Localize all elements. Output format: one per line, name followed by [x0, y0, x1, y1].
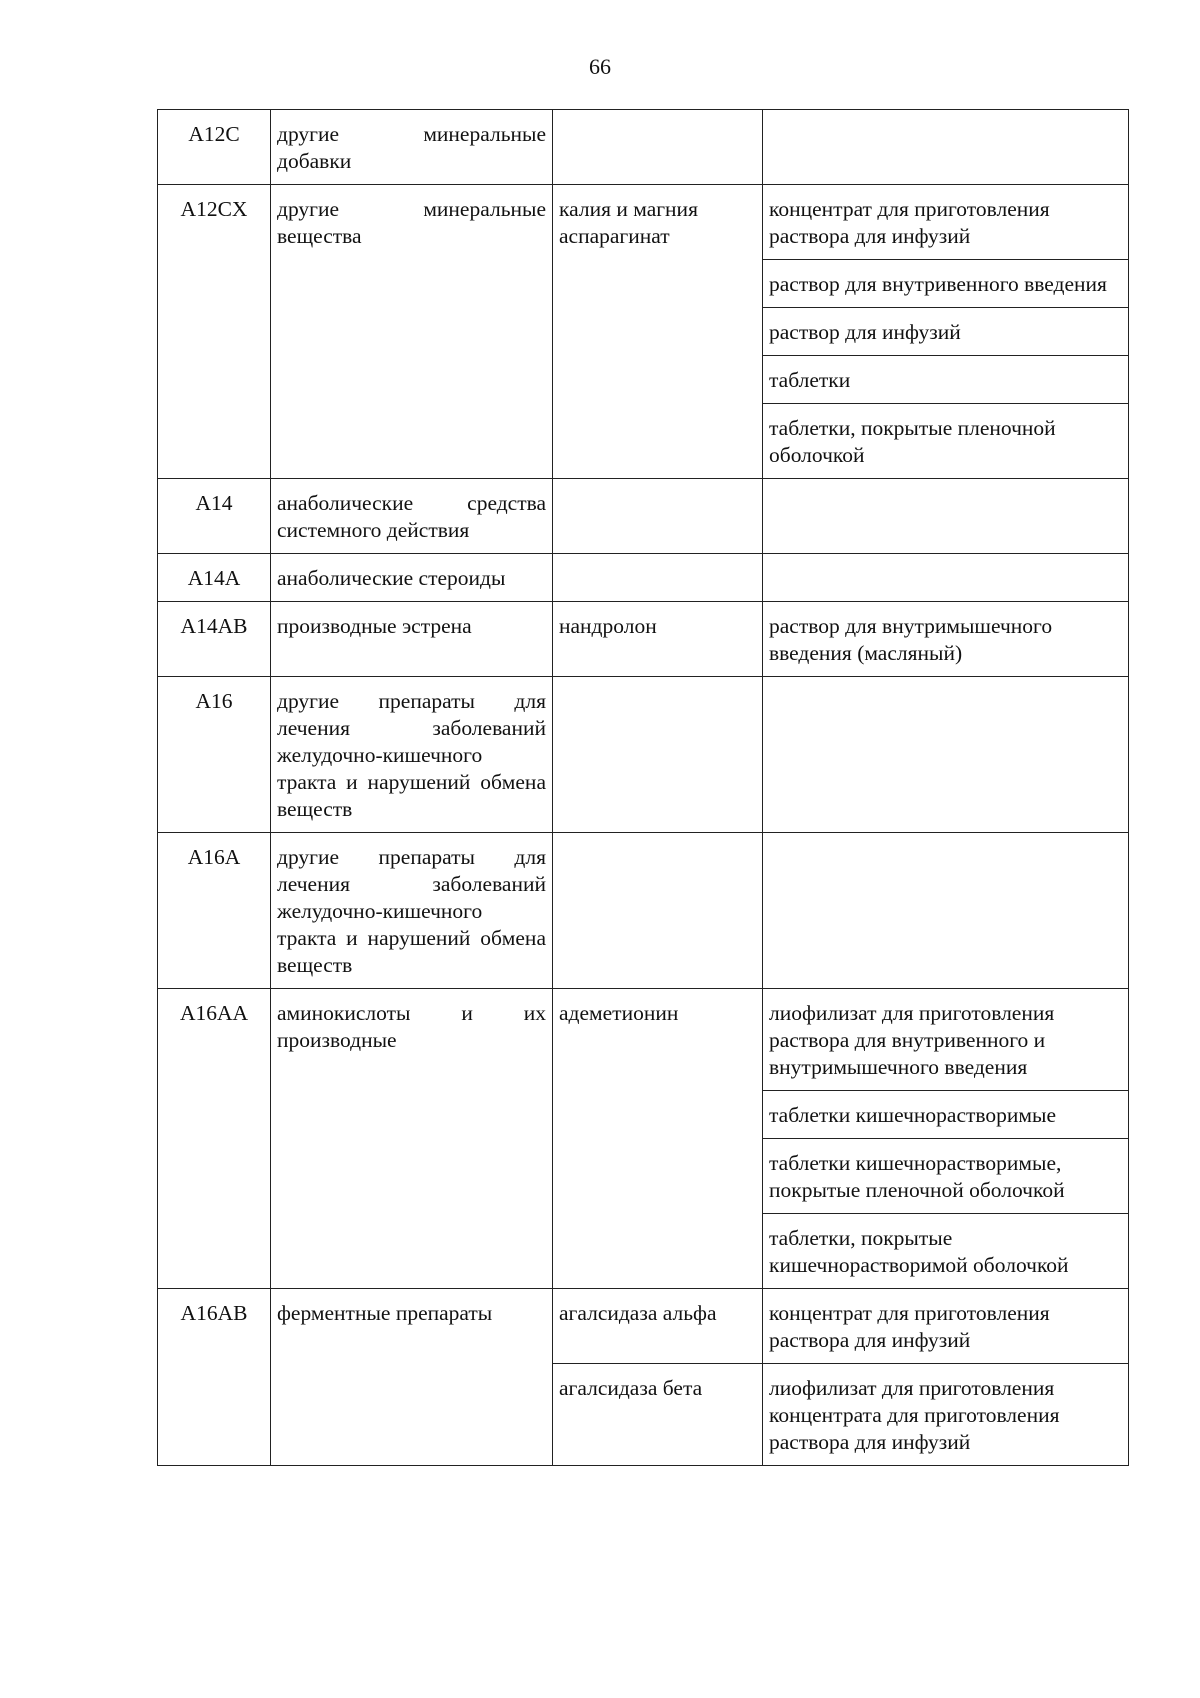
- dosage-form-cell: концентрат для приготовления раствора для инфузий: [763, 185, 1129, 260]
- substance-cell: [553, 554, 763, 602]
- group-name-cell: другие минеральные вещества: [271, 185, 553, 479]
- dosage-form-cell: таблетки, покрытые кишечнорастворимой оболочкой: [763, 1214, 1129, 1289]
- dosage-form-cell: [763, 833, 1129, 989]
- table-row: [158, 833, 1129, 989]
- group-name-cell: другие минеральные добавки: [271, 110, 553, 185]
- dosage-form-cell: [763, 110, 1129, 185]
- atc-code-cell: A16AB: [158, 1289, 271, 1466]
- dosage-form-cell: лиофилизат для приготовления раствора для внутривенного и внутримышечного введения: [763, 989, 1129, 1091]
- substance-cell: калия и магния аспарагинат: [553, 185, 763, 479]
- table-row: [158, 677, 1129, 833]
- dosage-form-cell: концентрат для приготовления раствора для инфузий: [763, 1289, 1129, 1364]
- table-row: [158, 1289, 1129, 1364]
- group-name-cell: анаболические стероиды: [271, 554, 553, 602]
- dosage-form-cell: раствор для внутривенного введения: [763, 260, 1129, 308]
- substance-cell: [553, 479, 763, 554]
- atc-code-cell: A12C: [158, 110, 271, 185]
- table-row: [158, 989, 1129, 1091]
- table-row: [158, 110, 1129, 185]
- dosage-form-cell: [763, 479, 1129, 554]
- dosage-form-cell: таблетки: [763, 356, 1129, 404]
- substance-cell: [553, 677, 763, 833]
- table-body: [158, 110, 1129, 1466]
- dosage-form-cell: раствор для внутримышечного введения (масляный): [763, 602, 1129, 677]
- group-name-cell: аминокислоты и их производные: [271, 989, 553, 1289]
- page-number: 66: [589, 54, 611, 79]
- atc-code-cell: A14A: [158, 554, 271, 602]
- dosage-form-cell: [763, 677, 1129, 833]
- substance-cell: адеметионин: [553, 989, 763, 1289]
- group-name-cell: другие препараты для лечения заболеваний желудочно-кишечного тракта и нарушений обмена веществ: [271, 833, 553, 989]
- table-row: [158, 554, 1129, 602]
- atc-code-cell: A12CX: [158, 185, 271, 479]
- atc-code-cell: A14: [158, 479, 271, 554]
- substance-cell: нандролон: [553, 602, 763, 677]
- substance-cell: [553, 833, 763, 989]
- group-name-cell: анаболические средства системного действия: [271, 479, 553, 554]
- atc-code-cell: A16: [158, 677, 271, 833]
- group-name-cell: другие препараты для лечения заболеваний желудочно-кишечного тракта и нарушений обмена веществ: [271, 677, 553, 833]
- table-row: [158, 602, 1129, 677]
- atc-code-cell: A14AB: [158, 602, 271, 677]
- dosage-form-cell: раствор для инфузий: [763, 308, 1129, 356]
- table-row: [158, 479, 1129, 554]
- table-row: [158, 185, 1129, 260]
- dosage-form-cell: таблетки кишечнорастворимые, покрытые пленочной оболочкой: [763, 1139, 1129, 1214]
- drug-table: [157, 109, 1129, 1466]
- dosage-form-cell: [763, 554, 1129, 602]
- atc-code-cell: A16AA: [158, 989, 271, 1289]
- dosage-form-cell: таблетки кишечнорастворимые: [763, 1091, 1129, 1139]
- atc-code-cell: A16A: [158, 833, 271, 989]
- substance-cell: агалсидаза альфа: [553, 1289, 763, 1364]
- group-name-cell: производные эстрена: [271, 602, 553, 677]
- group-name-cell: ферментные препараты: [271, 1289, 553, 1466]
- substance-cell: [553, 110, 763, 185]
- dosage-form-cell: таблетки, покрытые пленочной оболочкой: [763, 404, 1129, 479]
- dosage-form-cell: лиофилизат для приготовления концентрата для приготовления раствора для инфузий: [763, 1364, 1129, 1466]
- substance-cell: агалсидаза бета: [553, 1364, 763, 1466]
